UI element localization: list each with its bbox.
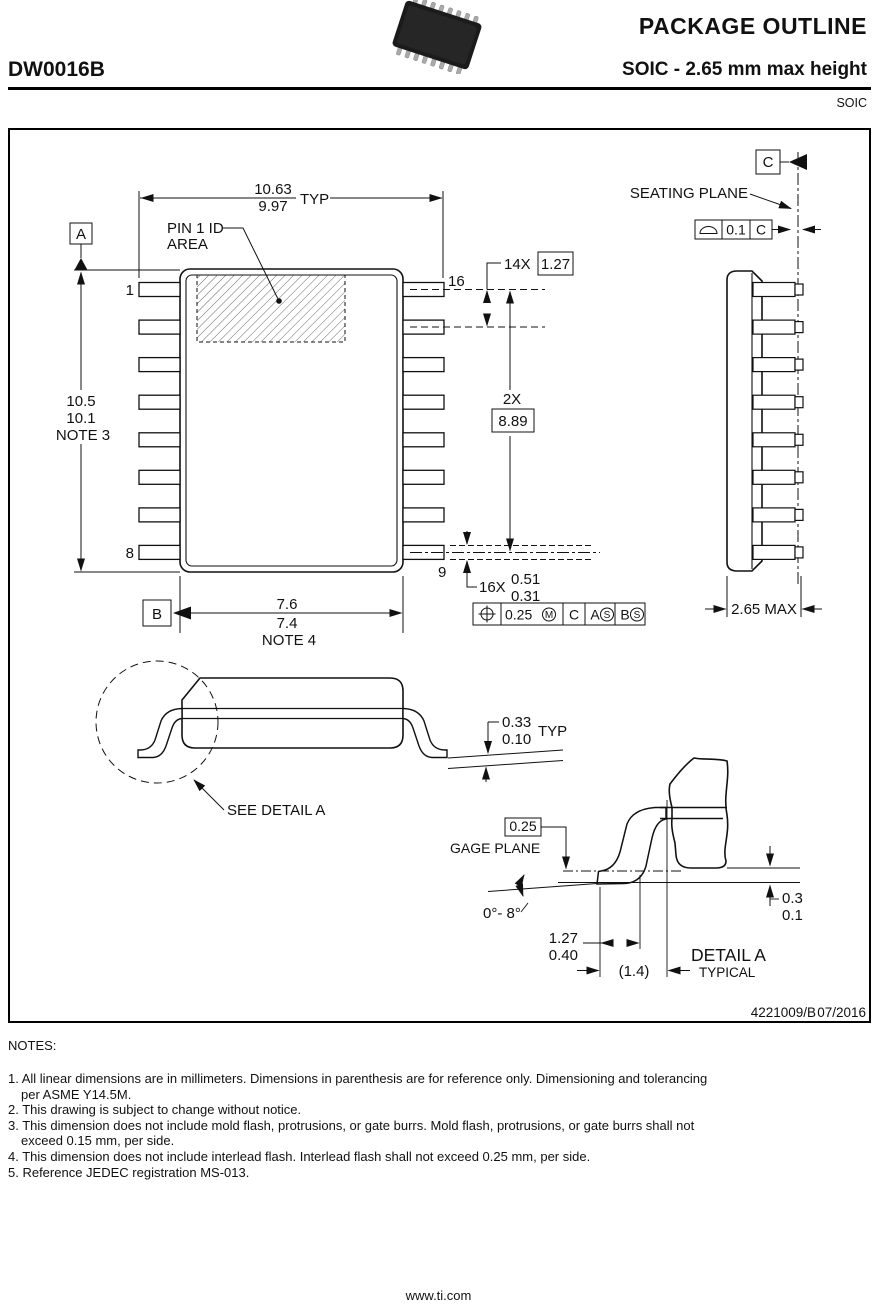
header-rule xyxy=(8,87,871,90)
dim-height-lower: 10.1 xyxy=(66,410,96,427)
position-tolerance-frame xyxy=(473,603,645,625)
fcf-tolerance: 0.25 xyxy=(505,606,533,623)
pin-1-number: 1 xyxy=(125,282,134,299)
fcf-datum1: C xyxy=(568,606,580,623)
drawing-number: 4221009/B xyxy=(750,1005,816,1020)
lead-angle-label: 0°- 8° xyxy=(483,905,521,922)
left-pins xyxy=(139,283,180,560)
drawing-canvas xyxy=(8,128,871,1023)
dim-ref-value: (1.4) xyxy=(618,963,650,980)
detail-body-outline xyxy=(669,758,728,868)
datum-c-label: C xyxy=(762,154,774,171)
side-body-outline xyxy=(727,271,762,571)
gage-plane-label: GAGE PLANE xyxy=(450,840,541,856)
note-4: 4. This dimension does not include interlead flash. Interlead flash shall not exceed 0.25 mm, per side. xyxy=(8,1148,591,1164)
notes-section xyxy=(8,1071,828,1180)
side-view xyxy=(695,150,822,617)
dim-body-upper: 7.6 xyxy=(276,596,298,613)
dim-pitch-value: 1.27 xyxy=(540,256,571,273)
dim-height-note: NOTE 3 xyxy=(55,427,111,444)
footer-url: www.ti.com xyxy=(405,1288,472,1303)
pin-9-number: 9 xyxy=(438,564,447,581)
note-5: 5. Reference JEDEC registration MS-013. xyxy=(8,1164,250,1180)
detail-standoff-lower: 0.1 xyxy=(782,907,803,924)
notes-heading: NOTES: xyxy=(8,1038,57,1053)
elevation-left-lead xyxy=(138,709,182,758)
dim-standoff-lower: 0.10 xyxy=(502,731,532,748)
dim-width-lower: 9.97 xyxy=(258,198,288,215)
datum-a-label: A xyxy=(75,226,87,243)
dim-foot-lower: 0.40 xyxy=(548,947,578,964)
dim-lead-lower: 0.31 xyxy=(511,588,541,605)
elevation-right-lead xyxy=(403,709,447,758)
dim-standoff-typ: TYP xyxy=(538,723,568,740)
detail-a-title: DETAIL A xyxy=(691,945,766,965)
dim-pitch-count: 14X xyxy=(504,256,531,273)
pin1-id-label-1: PIN 1 ID xyxy=(167,220,224,237)
seating-plane-label: SEATING PLANE xyxy=(629,185,748,202)
dim-width-typ: TYP xyxy=(300,191,330,208)
see-detail-label: SEE DETAIL A xyxy=(227,802,326,819)
seating-plane-leader xyxy=(750,194,791,209)
note-3-line-1: 3. This dimension does not include mold flash, protrusions, or gate burrs. Mold flash, protrusions, or gate burrs shall not xyxy=(8,1117,695,1133)
note-1-line-2: per ASME Y14.5M. xyxy=(21,1086,132,1102)
dim-lead-upper: 0.51 xyxy=(511,571,541,588)
dim-body-note: NOTE 4 xyxy=(261,632,317,649)
dim-thickness: 2.65 MAX xyxy=(731,601,797,618)
detail-standoff-upper: 0.3 xyxy=(782,890,803,907)
dim-height-upper: 10.5 xyxy=(66,393,96,410)
right-pins xyxy=(403,283,444,560)
detail-lead-outline xyxy=(597,808,666,885)
dim-span-count: 2X xyxy=(502,391,522,408)
page-title: PACKAGE OUTLINE xyxy=(638,13,867,39)
flatness-datum: C xyxy=(755,221,767,238)
lead-angle-line xyxy=(488,884,597,892)
flatness-value: 0.1 xyxy=(726,221,746,238)
part-number: DW0016B xyxy=(8,58,105,81)
chip-photo-icon xyxy=(385,0,495,74)
note-3-line-2: exceed 0.15 mm, per side. xyxy=(21,1133,175,1149)
pin-8-number: 8 xyxy=(125,545,134,562)
fcf-datum3: B xyxy=(620,606,630,623)
dim-span-value: 8.89 xyxy=(498,413,528,430)
fcf-datum3-mod: S xyxy=(633,610,641,621)
dim-body-lower: 7.4 xyxy=(276,615,298,632)
package-subtitle: SOIC - 2.65 mm max height xyxy=(622,59,867,80)
fcf-modifier: M xyxy=(544,610,554,621)
drawing-date: 07/2016 xyxy=(817,1005,866,1020)
elevation-view xyxy=(96,661,563,810)
package-type-label: SOIC xyxy=(836,96,867,110)
dim-foot-upper: 1.27 xyxy=(548,930,578,947)
datum-b-label: B xyxy=(151,606,163,623)
elevation-body-outline xyxy=(182,678,403,748)
note-1-line-1: 1. All linear dimensions are in millimeters. Dimensions in parenthesis are for reference only. Dimensioning and tolerancing xyxy=(8,1071,708,1086)
dim-lead-count: 16X xyxy=(479,579,506,596)
see-detail-leader xyxy=(194,780,224,810)
fcf-datum2-mod: S xyxy=(603,610,611,621)
body-width-dimension xyxy=(143,576,403,633)
note-2: 2. This drawing is subject to change without notice. xyxy=(8,1102,302,1118)
pin1-id-label-2: AREA xyxy=(167,236,208,253)
detail-a-subtitle: TYPICAL xyxy=(699,965,756,980)
dim-standoff-upper: 0.33 xyxy=(502,714,532,731)
dim-width-upper: 10.63 xyxy=(254,181,292,198)
pin-16-number: 16 xyxy=(448,273,465,290)
fcf-datum2: A xyxy=(590,606,600,623)
dim-gage-value: 0.25 xyxy=(509,818,537,834)
